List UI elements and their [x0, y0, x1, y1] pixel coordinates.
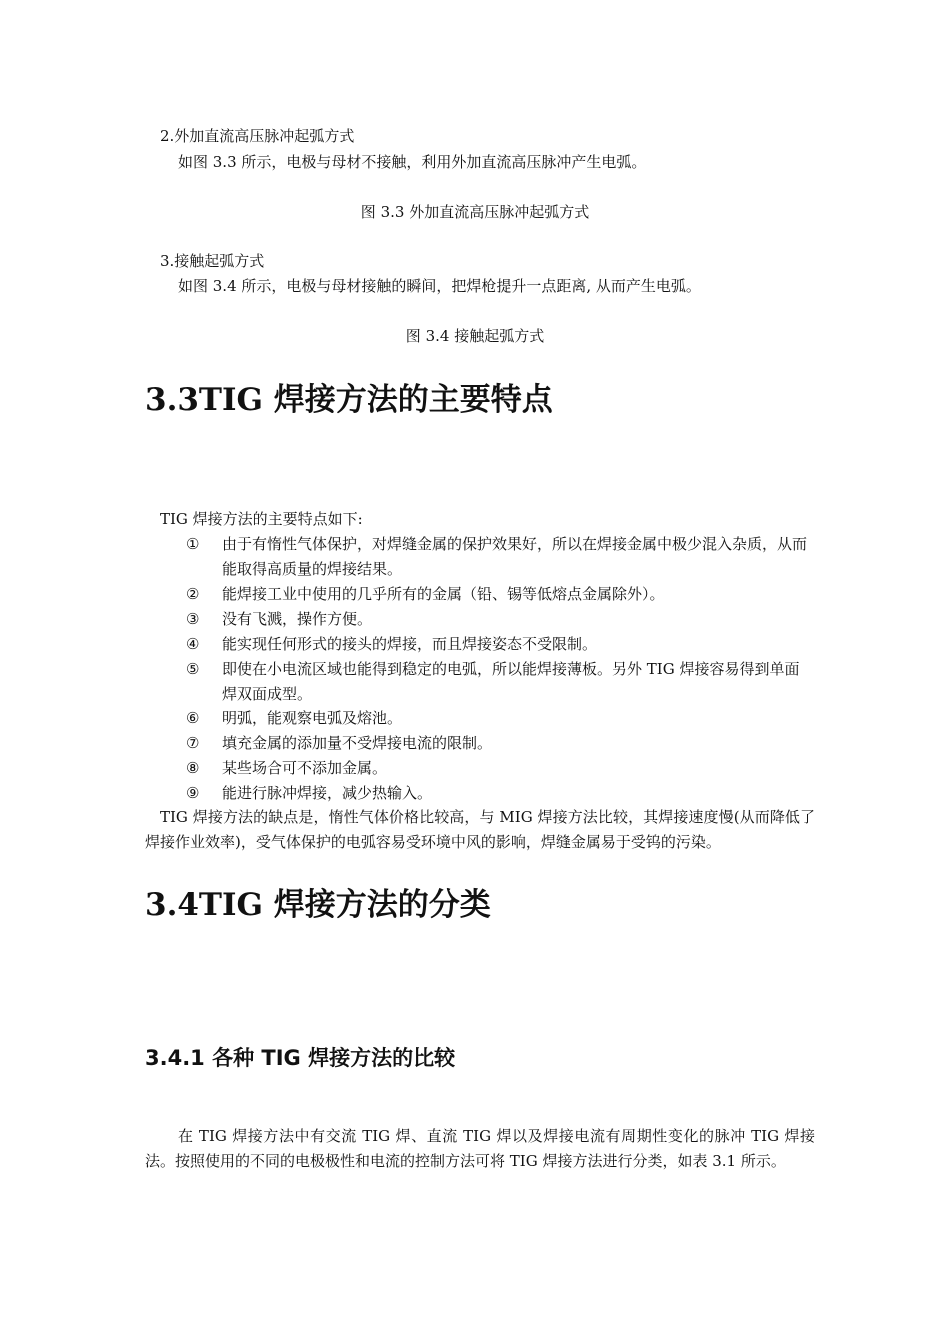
list-item: 能进行脉冲焊接，减少热输入。	[222, 784, 433, 802]
subsection-heading-3-4-1: 3.4.1 各种 TIG 焊接方法的比较	[145, 1046, 456, 1070]
list-item-number: ④	[186, 635, 200, 653]
list-item: 某些场合可不添加金属。	[222, 759, 388, 777]
paragraph-pulse-arc: 如图 3.3 所示，电极与母材不接触，利用外加直流高压脉冲产生电弧。	[178, 153, 647, 171]
list-item-number: ①	[186, 535, 200, 553]
section-heading-3-3: 3.3TIG 焊接方法的主要特点	[145, 382, 553, 418]
subsection-heading-contact-arc: 3.接触起弧方式	[160, 252, 265, 270]
list-item-number: ②	[186, 585, 200, 603]
list-item-number: ⑧	[186, 759, 200, 777]
figure-caption-3-3: 图 3.3 外加直流高压脉冲起弧方式	[360, 203, 590, 221]
list-item: 能焊接工业中使用的几乎所有的金属（铅、锡等低熔点金属除外）。	[222, 585, 665, 603]
list-item-number: ⑦	[186, 734, 200, 752]
paragraph-comparison: 在 TIG 焊接方法中有交流 TIG 焊、直流 TIG 焊以及焊接电流有周期性变化的脉冲 TIG 焊接法。按照使用的不同的电极极性和电流的控制方法可将 TIG 焊接方法进行分类，如表 3.1 所示。	[145, 1127, 815, 1170]
subsection-heading-pulse-arc: 2.外加直流高压脉冲起弧方式	[160, 127, 355, 145]
list-item: 明弧，能观察电弧及熔池。	[222, 709, 403, 727]
features-intro: TIG 焊接方法的主要特点如下:	[160, 510, 363, 528]
list-item-number: ⑥	[186, 709, 200, 727]
list-item-number: ⑤	[186, 660, 200, 678]
list-item: 没有飞溅，操作方便。	[222, 610, 373, 628]
list-item: 能实现任何形式的接头的焊接，而且焊接姿态不受限制。	[222, 635, 598, 653]
list-item: 填充金属的添加量不受焊接电流的限制。	[222, 734, 493, 752]
list-item: 即使在小电流区域也能得到稳定的电弧，所以能焊接薄板。另外 TIG 焊接容易得到单面焊双面成型。	[222, 660, 800, 703]
figure-caption-3-4: 图 3.4 接触起弧方式	[405, 327, 545, 345]
paragraph-drawbacks: TIG 焊接方法的缺点是，惰性气体价格比较高，与 MIG 焊接方法比较，其焊接速度慢(从而降低了焊接作业效率)，受气体保护的电弧容易受环境中风的影响，焊缝金属易于受钨的污染。	[145, 808, 815, 851]
paragraph-contact-arc: 如图 3.4 所示，电极与母材接触的瞬间，把焊枪提升一点距离, 从而产生电弧。	[178, 277, 701, 295]
list-item-number: ⑨	[186, 784, 200, 802]
list-item: 由于有惰性气体保护，对焊缝金属的保护效果好，所以在焊接金属中极少混入杂质，从而能取得高质量的焊接结果。	[222, 535, 808, 578]
section-heading-3-4: 3.4TIG 焊接方法的分类	[145, 887, 491, 923]
list-item-number: ③	[186, 610, 200, 628]
